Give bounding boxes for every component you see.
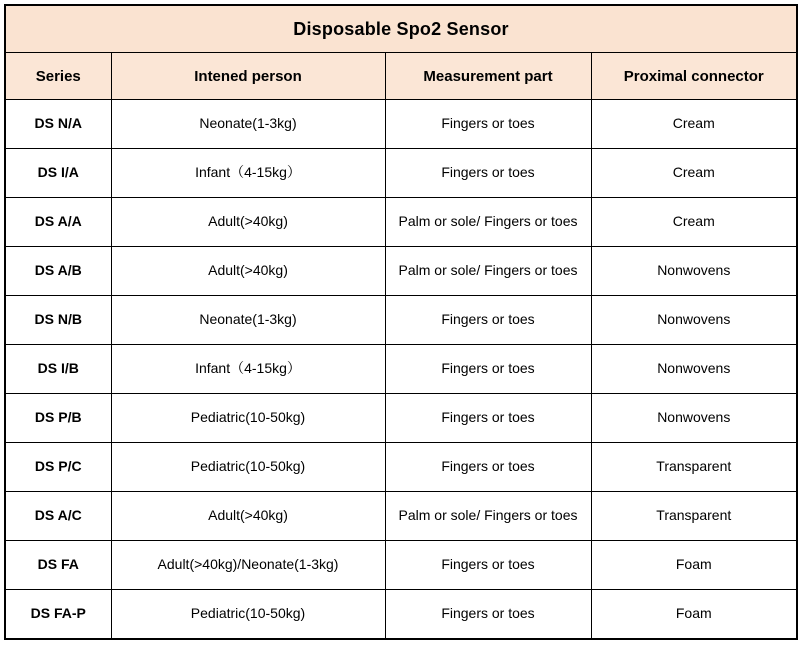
cell-part: Fingers or toes: [385, 296, 591, 345]
cell-person: Neonate(1-3kg): [111, 296, 385, 345]
cell-person: Pediatric(10-50kg): [111, 394, 385, 443]
cell-series: DS N/B: [5, 296, 111, 345]
table-row: [5, 296, 797, 345]
cell-series: DS A/C: [5, 492, 111, 541]
cell-part: Palm or sole/ Fingers or toes: [385, 247, 591, 296]
column-header-series: Series: [5, 53, 111, 100]
cell-person: Infant（4-15kg）: [111, 149, 385, 198]
spo2-sensor-spec-table: [4, 4, 798, 640]
cell-person: Adult(>40kg): [111, 247, 385, 296]
table-row: [5, 541, 797, 590]
table-row: [5, 100, 797, 149]
cell-series: DS I/A: [5, 149, 111, 198]
cell-connector: Transparent: [591, 443, 797, 492]
cell-person: Adult(>40kg)/Neonate(1-3kg): [111, 541, 385, 590]
cell-person: Adult(>40kg): [111, 198, 385, 247]
cell-part: Fingers or toes: [385, 345, 591, 394]
cell-series: DS P/C: [5, 443, 111, 492]
cell-person: Pediatric(10-50kg): [111, 443, 385, 492]
cell-part: Fingers or toes: [385, 100, 591, 149]
cell-part: Palm or sole/ Fingers or toes: [385, 198, 591, 247]
cell-series: DS A/A: [5, 198, 111, 247]
cell-connector: Cream: [591, 198, 797, 247]
cell-part: Fingers or toes: [385, 394, 591, 443]
column-header-intened-person: Intened person: [111, 53, 385, 100]
cell-connector: Nonwovens: [591, 394, 797, 443]
page-title: Disposable Spo2 Sensor: [5, 5, 797, 53]
cell-connector: Transparent: [591, 492, 797, 541]
column-header-measurement-part: Measurement part: [385, 53, 591, 100]
table-row: [5, 345, 797, 394]
cell-series: DS N/A: [5, 100, 111, 149]
table-header-row: [5, 53, 797, 100]
cell-connector: Nonwovens: [591, 345, 797, 394]
table-row: [5, 590, 797, 639]
table-row: [5, 198, 797, 247]
cell-part: Fingers or toes: [385, 443, 591, 492]
table-row: [5, 149, 797, 198]
table-row: [5, 247, 797, 296]
cell-connector: Nonwovens: [591, 296, 797, 345]
cell-connector: Foam: [591, 590, 797, 639]
table-row: [5, 443, 797, 492]
cell-series: DS I/B: [5, 345, 111, 394]
table-row: [5, 394, 797, 443]
cell-person: Neonate(1-3kg): [111, 100, 385, 149]
cell-connector: Cream: [591, 149, 797, 198]
cell-connector: Nonwovens: [591, 247, 797, 296]
cell-series: DS FA: [5, 541, 111, 590]
column-header-proximal-connector: Proximal connector: [591, 53, 797, 100]
cell-series: DS P/B: [5, 394, 111, 443]
cell-part: Fingers or toes: [385, 149, 591, 198]
cell-connector: Foam: [591, 541, 797, 590]
cell-series: DS FA-P: [5, 590, 111, 639]
cell-part: Fingers or toes: [385, 541, 591, 590]
cell-part: Palm or sole/ Fingers or toes: [385, 492, 591, 541]
cell-person: Adult(>40kg): [111, 492, 385, 541]
cell-series: DS A/B: [5, 247, 111, 296]
table-row: [5, 492, 797, 541]
cell-person: Infant（4-15kg）: [111, 345, 385, 394]
table-title-row: [5, 5, 797, 53]
cell-connector: Cream: [591, 100, 797, 149]
cell-person: Pediatric(10-50kg): [111, 590, 385, 639]
cell-part: Fingers or toes: [385, 590, 591, 639]
